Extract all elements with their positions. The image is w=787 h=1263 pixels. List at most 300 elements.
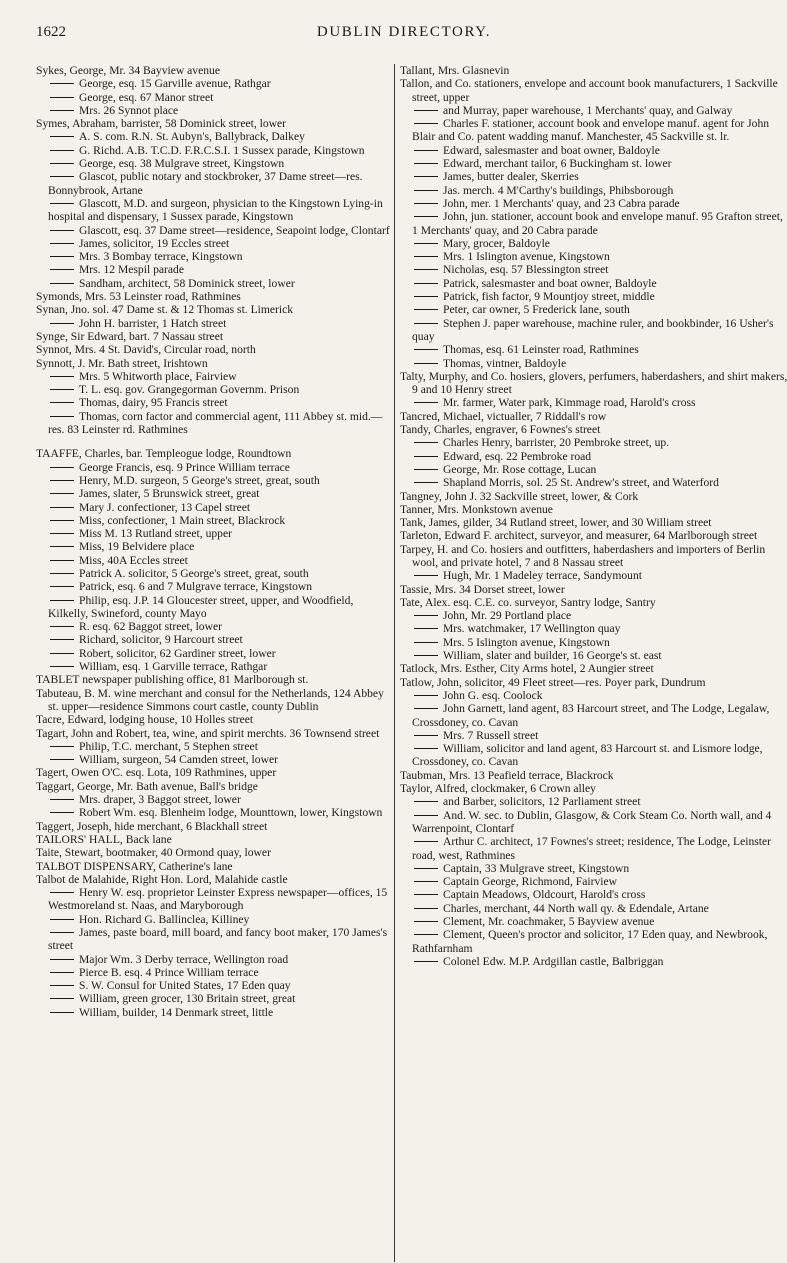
directory-entry — [36, 263, 391, 276]
directory-entry — [36, 780, 391, 793]
directory-entry — [400, 862, 787, 875]
ditto-dash — [414, 203, 438, 204]
directory-entry — [36, 1006, 391, 1019]
ditto-dash — [50, 626, 74, 627]
entry-text: Charles Henry, barrister, 20 Pembroke street, up. — [443, 436, 670, 450]
entry-text: Tatlock, Mrs. Esther, City Arms hotel, 2 Aungier street — [400, 662, 654, 676]
directory-entry — [36, 913, 391, 926]
entry-text: Mr. farmer, Water park, Kimmage road, Harold's cross — [443, 396, 696, 410]
directory-entry — [36, 130, 391, 143]
directory-entry — [36, 277, 391, 290]
directory-entry — [400, 370, 787, 397]
directory-entry — [36, 370, 391, 383]
ditto-dash — [50, 416, 74, 417]
entry-text: Clement, Queen's proctor and solicitor, 17 Eden quay, and Newbrook, Rathfarnham — [412, 928, 768, 955]
ditto-dash — [50, 573, 74, 574]
entry-text: John, mer. 1 Merchants' quay, and 23 Cabra parade — [443, 196, 680, 210]
directory-entry — [36, 660, 391, 673]
ditto-dash — [414, 868, 438, 869]
ditto-dash — [50, 639, 74, 640]
directory-entry — [36, 170, 391, 197]
ditto-dash — [414, 642, 438, 643]
directory-entry — [36, 833, 391, 846]
entry-text: Taylor, Alfred, clockmaker, 6 Crown alley — [400, 782, 596, 796]
directory-entry — [400, 676, 787, 689]
entry-text: John Garnett, land agent, 83 Harcourt street, and The Lodge, Legalaw, Crossdoney, co. Cavan — [412, 702, 770, 729]
directory-entry — [36, 91, 391, 104]
entry-text: Hon. Richard G. Ballinclea, Killiney — [79, 912, 250, 926]
ditto-dash — [414, 894, 438, 895]
directory-entry — [36, 501, 391, 514]
entry-text: Shapland Morris, sol. 25 St. Andrew's street, and Waterford — [443, 476, 719, 490]
entry-text: George Francis, esq. 9 Prince William terrace — [79, 460, 290, 474]
directory-entry — [400, 609, 787, 622]
directory-entry — [400, 277, 787, 290]
directory-entry — [36, 860, 391, 873]
directory-entry — [400, 343, 787, 356]
entry-text: Tarpey, H. and Co. hosiers and outfitters, haberdashers and importers of Berlin wool, and private hotel, 7 and 8 Nassau street — [400, 542, 766, 569]
directory-entry — [36, 966, 391, 979]
directory-entry — [36, 753, 391, 766]
ditto-dash — [414, 110, 438, 111]
directory-entry — [36, 687, 391, 714]
directory-entry — [400, 303, 787, 316]
ditto-dash — [414, 283, 438, 284]
entry-text: Tarleton, Edward F. architect, surveyor, and measurer, 64 Marlborough street — [400, 529, 758, 543]
directory-entry — [36, 580, 391, 593]
entry-text: Synge, Sir Edward, bart. 7 Nassau street — [36, 329, 224, 343]
ditto-dash — [414, 216, 438, 217]
directory-entry — [400, 955, 787, 968]
entry-text: Captain George, Richmond, Fairview — [443, 875, 617, 889]
column-divider — [394, 64, 395, 1262]
ditto-dash — [50, 600, 74, 601]
entry-text: Taggart, George, Mr. Bath avenue, Ball's bridge — [36, 779, 258, 793]
entry-text: TAILORS' HALL, Back lane — [36, 832, 172, 846]
ditto-dash — [50, 759, 74, 760]
directory-entry — [36, 953, 391, 966]
entry-text: Patrick A. solicitor, 5 George's street, great, south — [79, 566, 309, 580]
entry-text: Jas. merch. 4 M'Carthy's buildings, Phibsborough — [443, 183, 674, 197]
ditto-dash — [50, 176, 74, 177]
ditto-dash — [50, 533, 74, 534]
directory-entry — [400, 250, 787, 263]
ditto-dash — [50, 243, 74, 244]
directory-entry — [400, 835, 787, 862]
directory-entry — [36, 250, 391, 263]
entry-text: Tandy, Charles, engraver, 6 Fownes's street — [400, 423, 601, 437]
entry-text: Stephen J. paper warehouse, machine ruler, and bookbinder, 16 Usher's quay — [412, 316, 774, 343]
entry-text: TAAFFE, Charles, bar. Templeogue lodge, Roundtown — [36, 447, 292, 461]
entry-text: Henry W. esq. proprietor Leinster Express newspaper—offices, 15 Westmoreland st. Naas, and Maryborough — [48, 886, 388, 913]
ditto-dash — [414, 655, 438, 656]
entry-text: and Murray, paper warehouse, 1 Merchants' quay, and Galway — [443, 103, 733, 117]
ditto-dash — [414, 575, 438, 576]
directory-entry — [36, 447, 391, 460]
directory-entry — [400, 263, 787, 276]
entry-text: Taggert, Joseph, hide merchant, 6 Blackhall street — [36, 819, 268, 833]
directory-entry — [36, 873, 391, 886]
directory-entry — [36, 806, 391, 819]
entry-text: Patrick, fish factor, 9 Mountjoy street, middle — [443, 290, 655, 304]
entry-text: Taubman, Mrs. 13 Peafield terrace, Blackrock — [400, 768, 614, 782]
entry-text: Arthur C. architect, 17 Fownes's street; residence, The Lodge, Leinster road, west, Rathmines — [412, 835, 772, 862]
ditto-dash — [50, 376, 74, 377]
entry-text: R. esq. 62 Baggot street, lower — [79, 620, 222, 634]
entry-text: William, slater and builder, 16 George's st. east — [443, 649, 662, 663]
ditto-dash — [414, 815, 438, 816]
ditto-dash — [50, 389, 74, 390]
entry-text: James, slater, 5 Brunswick street, great — [79, 487, 260, 501]
entry-text: Philip, T.C. merchant, 5 Stephen street — [79, 739, 258, 753]
ditto-dash — [414, 243, 438, 244]
directory-entry — [36, 886, 391, 913]
directory-entry — [400, 184, 787, 197]
entry-text: Synnott, J. Mr. Bath street, Irishtown — [36, 356, 208, 370]
ditto-dash — [50, 83, 74, 84]
entry-text: William, solicitor and land agent, 83 Harcourt st. and Lismore lodge, Crossdoney, co. Cavan — [412, 742, 763, 769]
entry-text: Thomas, dairy, 95 Francis street — [79, 396, 228, 410]
entry-text: Peter, car owner, 5 Frederick lane, south — [443, 303, 630, 317]
entry-text: John, jun. stationer, account book and envelope manuf. 95 Grafton street, 1 Merchants' quay, and 20 Cabra parade — [412, 210, 783, 237]
entry-text: Tacre, Edward, lodging house, 10 Holles street — [36, 713, 254, 727]
entry-text: Nicholas, esq. 57 Blessington street — [443, 263, 609, 277]
directory-entry — [400, 490, 787, 503]
entry-text: Tabuteau, B. M. wine merchant and consul for the Netherlands, 124 Abbey st. upper—residence Simmons court castle, county Dublin — [36, 686, 384, 713]
ditto-dash — [50, 150, 74, 151]
directory-entry — [36, 992, 391, 1005]
entry-text: John, Mr. 29 Portland place — [443, 609, 572, 623]
directory-entry — [400, 769, 787, 782]
directory-entry — [400, 702, 787, 729]
entry-text: S. W. Consul for United States, 17 Eden quay — [79, 979, 291, 993]
entry-text: Tallant, Mrs. Glasnevin — [400, 64, 510, 77]
directory-entry — [400, 396, 787, 409]
entry-text: Tate, Alex. esq. C.E. co. surveyor, Santry lodge, Santry — [400, 595, 656, 609]
entry-text: Henry, M.D. surgeon, 5 George's street, great, south — [79, 473, 320, 487]
ditto-dash — [414, 469, 438, 470]
ditto-dash — [50, 985, 74, 986]
entry-text: William, surgeon, 54 Camden street, lower — [79, 753, 278, 767]
entry-text: Colonel Edw. M.P. Ardgillan castle, Balbriggan — [443, 954, 664, 968]
directory-entry — [36, 330, 391, 343]
directory-entry — [400, 157, 787, 170]
directory-entry — [400, 782, 787, 795]
entry-text: Richard, solicitor, 9 Harcourt street — [79, 633, 243, 647]
entry-text: G. Richd. A.B. T.C.D. F.R.C.S.I. 1 Sussex parade, Kingstown — [79, 143, 365, 157]
directory-entry — [36, 793, 391, 806]
entry-text: Hugh, Mr. 1 Madeley terrace, Sandymount — [443, 569, 642, 583]
ditto-dash — [50, 493, 74, 494]
right-column — [400, 64, 787, 968]
ditto-dash — [414, 456, 438, 457]
ditto-dash — [414, 123, 438, 124]
entry-text: Tank, James, gilder, 34 Rutland street, lower, and 30 William street — [400, 516, 712, 530]
section-gap — [36, 436, 391, 447]
directory-entry — [36, 567, 391, 580]
ditto-dash — [414, 482, 438, 483]
ditto-dash — [414, 176, 438, 177]
directory-entry — [400, 117, 787, 144]
directory-entry — [400, 436, 787, 449]
directory-entry — [36, 224, 391, 237]
ditto-dash — [414, 735, 438, 736]
directory-entry — [36, 620, 391, 633]
entry-text: Thomas, corn factor and commercial agent, 111 Abbey st. mid.—res. 83 Leinster rd. Rathmines — [48, 409, 383, 437]
ditto-dash — [50, 892, 74, 893]
directory-entry — [400, 516, 787, 529]
directory-entry — [400, 569, 787, 582]
ditto-dash — [414, 309, 438, 310]
directory-entry — [400, 583, 787, 596]
ditto-dash — [50, 163, 74, 164]
directory-entry — [400, 928, 787, 955]
ditto-dash — [50, 972, 74, 973]
directory-entry — [36, 104, 391, 117]
ditto-dash — [414, 628, 438, 629]
ditto-dash — [50, 467, 74, 468]
entry-text: Patrick, esq. 6 and 7 Mulgrave terrace, Kingstown — [79, 580, 313, 594]
directory-entry — [36, 647, 391, 660]
entry-text: Mrs. 7 Russell street — [443, 728, 539, 742]
entry-text: James, solicitor, 19 Eccles street — [79, 236, 230, 250]
ditto-dash — [414, 442, 438, 443]
ditto-dash — [414, 256, 438, 257]
entry-text: Miss M. 13 Rutland street, upper — [79, 527, 232, 541]
directory-entry — [36, 343, 391, 356]
entry-text: Synan, Jno. sol. 47 Dame st. & 12 Thomas st. Limerick — [36, 303, 294, 317]
ditto-dash — [50, 812, 74, 813]
directory-entry — [36, 979, 391, 992]
directory-entry — [36, 303, 391, 316]
directory-entry — [400, 450, 787, 463]
entry-text: Mary, grocer, Baldoyle — [443, 236, 550, 250]
directory-entry — [36, 64, 391, 77]
entry-text: Mary J. confectioner, 13 Capel street — [79, 500, 251, 514]
directory-entry — [400, 197, 787, 210]
entry-text: Miss, 40A Eccles street — [79, 553, 188, 567]
entry-text: Glascot, public notary and stockbroker, 37 Dame street—res. Bonnybrook, Artane — [48, 170, 363, 197]
entry-text: Talbot de Malahide, Right Hon. Lord, Malahide castle — [36, 872, 288, 886]
entry-text: Charles, merchant, 44 North wall qy. & Edendale, Artane — [443, 901, 709, 915]
entry-text: Thomas, esq. 61 Leinster road, Rathmines — [443, 343, 639, 357]
directory-entry — [400, 596, 787, 609]
directory-entry — [400, 915, 787, 928]
entry-text: Tassie, Mrs. 34 Dorset street, lower — [400, 582, 565, 596]
directory-entry — [36, 713, 391, 726]
ditto-dash — [414, 150, 438, 151]
ditto-dash — [50, 136, 74, 137]
entry-text: George, esq. 38 Mulgrave street, Kingstown — [79, 157, 285, 171]
directory-entry — [400, 543, 787, 570]
directory-entry — [36, 77, 391, 90]
ditto-dash — [50, 746, 74, 747]
ditto-dash — [414, 163, 438, 164]
entry-text: Talty, Murphy, and Co. hosiers, glovers, perfumers, haberdashers, and shirt makers, 9 and 10 Henry street — [400, 369, 787, 397]
entry-text: James, paste board, mill board, and fancy boot maker, 170 James's street — [48, 926, 388, 953]
ditto-dash — [414, 190, 438, 191]
directory-entry — [36, 290, 391, 303]
ditto-dash — [50, 586, 74, 587]
directory-entry — [400, 742, 787, 769]
directory-entry — [400, 689, 787, 702]
ditto-dash — [414, 402, 438, 403]
entry-text: Mrs. 5 Whitworth place, Fairview — [79, 369, 237, 383]
directory-entry — [400, 476, 787, 489]
ditto-dash — [414, 349, 438, 350]
ditto-dash — [414, 615, 438, 616]
directory-entry — [400, 144, 787, 157]
entry-text: John G. esq. Coolock — [443, 688, 543, 702]
ditto-dash — [50, 998, 74, 999]
directory-entry — [400, 463, 787, 476]
directory-entry — [400, 317, 787, 344]
entry-text: Mrs. watchmaker, 17 Wellington quay — [443, 622, 621, 636]
ditto-dash — [50, 203, 74, 204]
directory-entry — [36, 846, 391, 859]
entry-text: Mrs. 26 Synnot place — [79, 103, 179, 117]
directory-entry — [400, 795, 787, 808]
ditto-dash — [414, 363, 438, 364]
entry-text: Sandham, architect, 58 Dominick street, lower — [79, 276, 295, 290]
entry-text: William, builder, 14 Denmark street, little — [79, 1005, 274, 1019]
ditto-dash — [50, 283, 74, 284]
directory-entry — [36, 357, 391, 370]
entry-text: Symes, Abraham, barrister, 58 Dominick street, lower — [36, 117, 287, 131]
ditto-dash — [414, 801, 438, 802]
directory-entry — [36, 410, 391, 437]
ditto-dash — [50, 480, 74, 481]
directory-entry — [400, 622, 787, 635]
ditto-dash — [414, 961, 438, 962]
entry-text: Tagart, John and Robert, tea, wine, and spirit merchts. 36 Townsend street — [36, 726, 380, 740]
directory-entry — [36, 487, 391, 500]
entry-text: Edward, esq. 22 Pembroke road — [443, 449, 592, 463]
ditto-dash — [50, 97, 74, 98]
directory-entry — [36, 633, 391, 646]
directory-entry — [36, 926, 391, 953]
directory-entry — [36, 474, 391, 487]
ditto-dash — [50, 546, 74, 547]
directory-entry — [400, 529, 787, 542]
ditto-dash — [50, 1012, 74, 1013]
ditto-dash — [50, 323, 74, 324]
entry-text: Robert, solicitor, 62 Gardiner street, lower — [79, 646, 276, 660]
entry-text: George, esq. 67 Manor street — [79, 90, 214, 104]
directory-entry — [36, 594, 391, 621]
entry-text: Major Wm. 3 Derby terrace, Wellington road — [79, 952, 289, 966]
ditto-dash — [50, 666, 74, 667]
directory-entry — [36, 383, 391, 396]
directory-entry — [400, 357, 787, 370]
directory-entry — [36, 673, 391, 686]
entry-text: Captain Meadows, Oldcourt, Harold's cross — [443, 888, 646, 902]
entry-text: Mrs. draper, 3 Baggot street, lower — [79, 793, 241, 807]
entry-text: Mrs. 3 Bombay terrace, Kingstown — [79, 250, 243, 264]
entry-text: James, butter dealer, Skerries — [443, 170, 579, 184]
entry-text: Pierce B. esq. 4 Prince William terrace — [79, 965, 259, 979]
entry-text: Mrs. 1 Islington avenue, Kingstown — [443, 250, 610, 264]
ditto-dash — [50, 256, 74, 257]
entry-text: Taite, Stewart, bootmaker, 40 Ormond quay, lower — [36, 846, 271, 860]
ditto-dash — [50, 560, 74, 561]
entry-text: Sykes, George, Mr. 34 Bayview avenue — [36, 64, 220, 77]
directory-entry — [36, 144, 391, 157]
directory-entry — [36, 197, 391, 224]
directory-entry — [36, 727, 391, 740]
entry-text: Glascott, esq. 37 Dame street—residence, Seapoint lodge, Clontarf — [79, 223, 390, 237]
entry-text: John H. barrister, 1 Hatch street — [79, 316, 227, 330]
page-header — [36, 24, 772, 46]
directory-entry — [400, 410, 787, 423]
entry-text: George, esq. 15 Garville avenue, Rathgar — [79, 77, 271, 91]
entry-text: Edward, salesmaster and boat owner, Baldoyle — [443, 143, 660, 157]
entry-text: Miss, confectioner, 1 Main street, Blackrock — [79, 513, 286, 527]
entry-text: Mrs. 12 Mespil parade — [79, 263, 184, 277]
directory-entry — [36, 514, 391, 527]
directory-entry — [36, 117, 391, 130]
ditto-dash — [414, 695, 438, 696]
ditto-dash — [414, 841, 438, 842]
directory-entry — [36, 554, 391, 567]
entry-text: Robert Wm. esq. Blenheim lodge, Mounttown, lower, Kingstown — [79, 806, 383, 820]
directory-entry — [400, 636, 787, 649]
directory-entry — [400, 104, 787, 117]
entry-text: And. W. sec. to Dublin, Glasgow, & Cork Steam Co. North wall, and 4 Warrenpoint, Clontarf — [412, 808, 772, 835]
entry-text: Thomas, vintner, Baldoyle — [443, 356, 567, 370]
directory-entry — [400, 503, 787, 516]
directory-entry — [400, 290, 787, 303]
ditto-dash — [414, 269, 438, 270]
entry-text: Patrick, salesmaster and boat owner, Baldoyle — [443, 276, 657, 290]
entry-text: Charles F. stationer, account book and envelope manuf. agent for John Blair and Co. patent wadding manuf. Manchester, 45 Sackville st. lr. — [412, 117, 770, 144]
entry-text: Tangney, John J. 32 Sackville street, lower, & Cork — [400, 489, 639, 503]
directory-entry — [36, 820, 391, 833]
directory-entry — [400, 729, 787, 742]
entry-text: Philip, esq. J.P. 14 Gloucester street, upper, and Woodfield, Kilkelly, Swineford, county Mayo — [48, 593, 354, 620]
entry-text: William, esq. 1 Garville terrace, Rathgar — [79, 660, 268, 674]
directory-entry — [36, 766, 391, 779]
entry-text: and Barber, solicitors, 12 Parliament street — [443, 795, 641, 809]
directory-entry — [36, 540, 391, 553]
ditto-dash — [414, 748, 438, 749]
directory-entry — [36, 317, 391, 330]
entry-text: TABLET newspaper publishing office, 81 Marlborough st. — [36, 673, 309, 687]
ditto-dash — [50, 932, 74, 933]
ditto-dash — [414, 934, 438, 935]
ditto-dash — [414, 296, 438, 297]
ditto-dash — [414, 323, 438, 324]
ditto-dash — [414, 708, 438, 709]
entry-text: Tanner, Mrs. Monkstown avenue — [400, 502, 553, 516]
directory-entry — [400, 64, 787, 77]
ditto-dash — [50, 520, 74, 521]
entry-text: Symonds, Mrs. 53 Leinster road, Rathmines — [36, 290, 241, 304]
entry-text: T. L. esq. gov. Grangegorman Governm. Prison — [79, 383, 300, 397]
ditto-dash — [50, 402, 74, 403]
directory-entry — [400, 888, 787, 901]
ditto-dash — [414, 921, 438, 922]
directory-entry — [400, 809, 787, 836]
directory-entry — [400, 237, 787, 250]
entry-text: TALBOT DISPENSARY, Catherine's lane — [36, 859, 233, 873]
ditto-dash — [414, 908, 438, 909]
ditto-dash — [50, 919, 74, 920]
ditto-dash — [50, 269, 74, 270]
running-title: DUBLIN DIRECTORY. — [316, 24, 492, 40]
ditto-dash — [50, 230, 74, 231]
ditto-dash — [50, 507, 74, 508]
